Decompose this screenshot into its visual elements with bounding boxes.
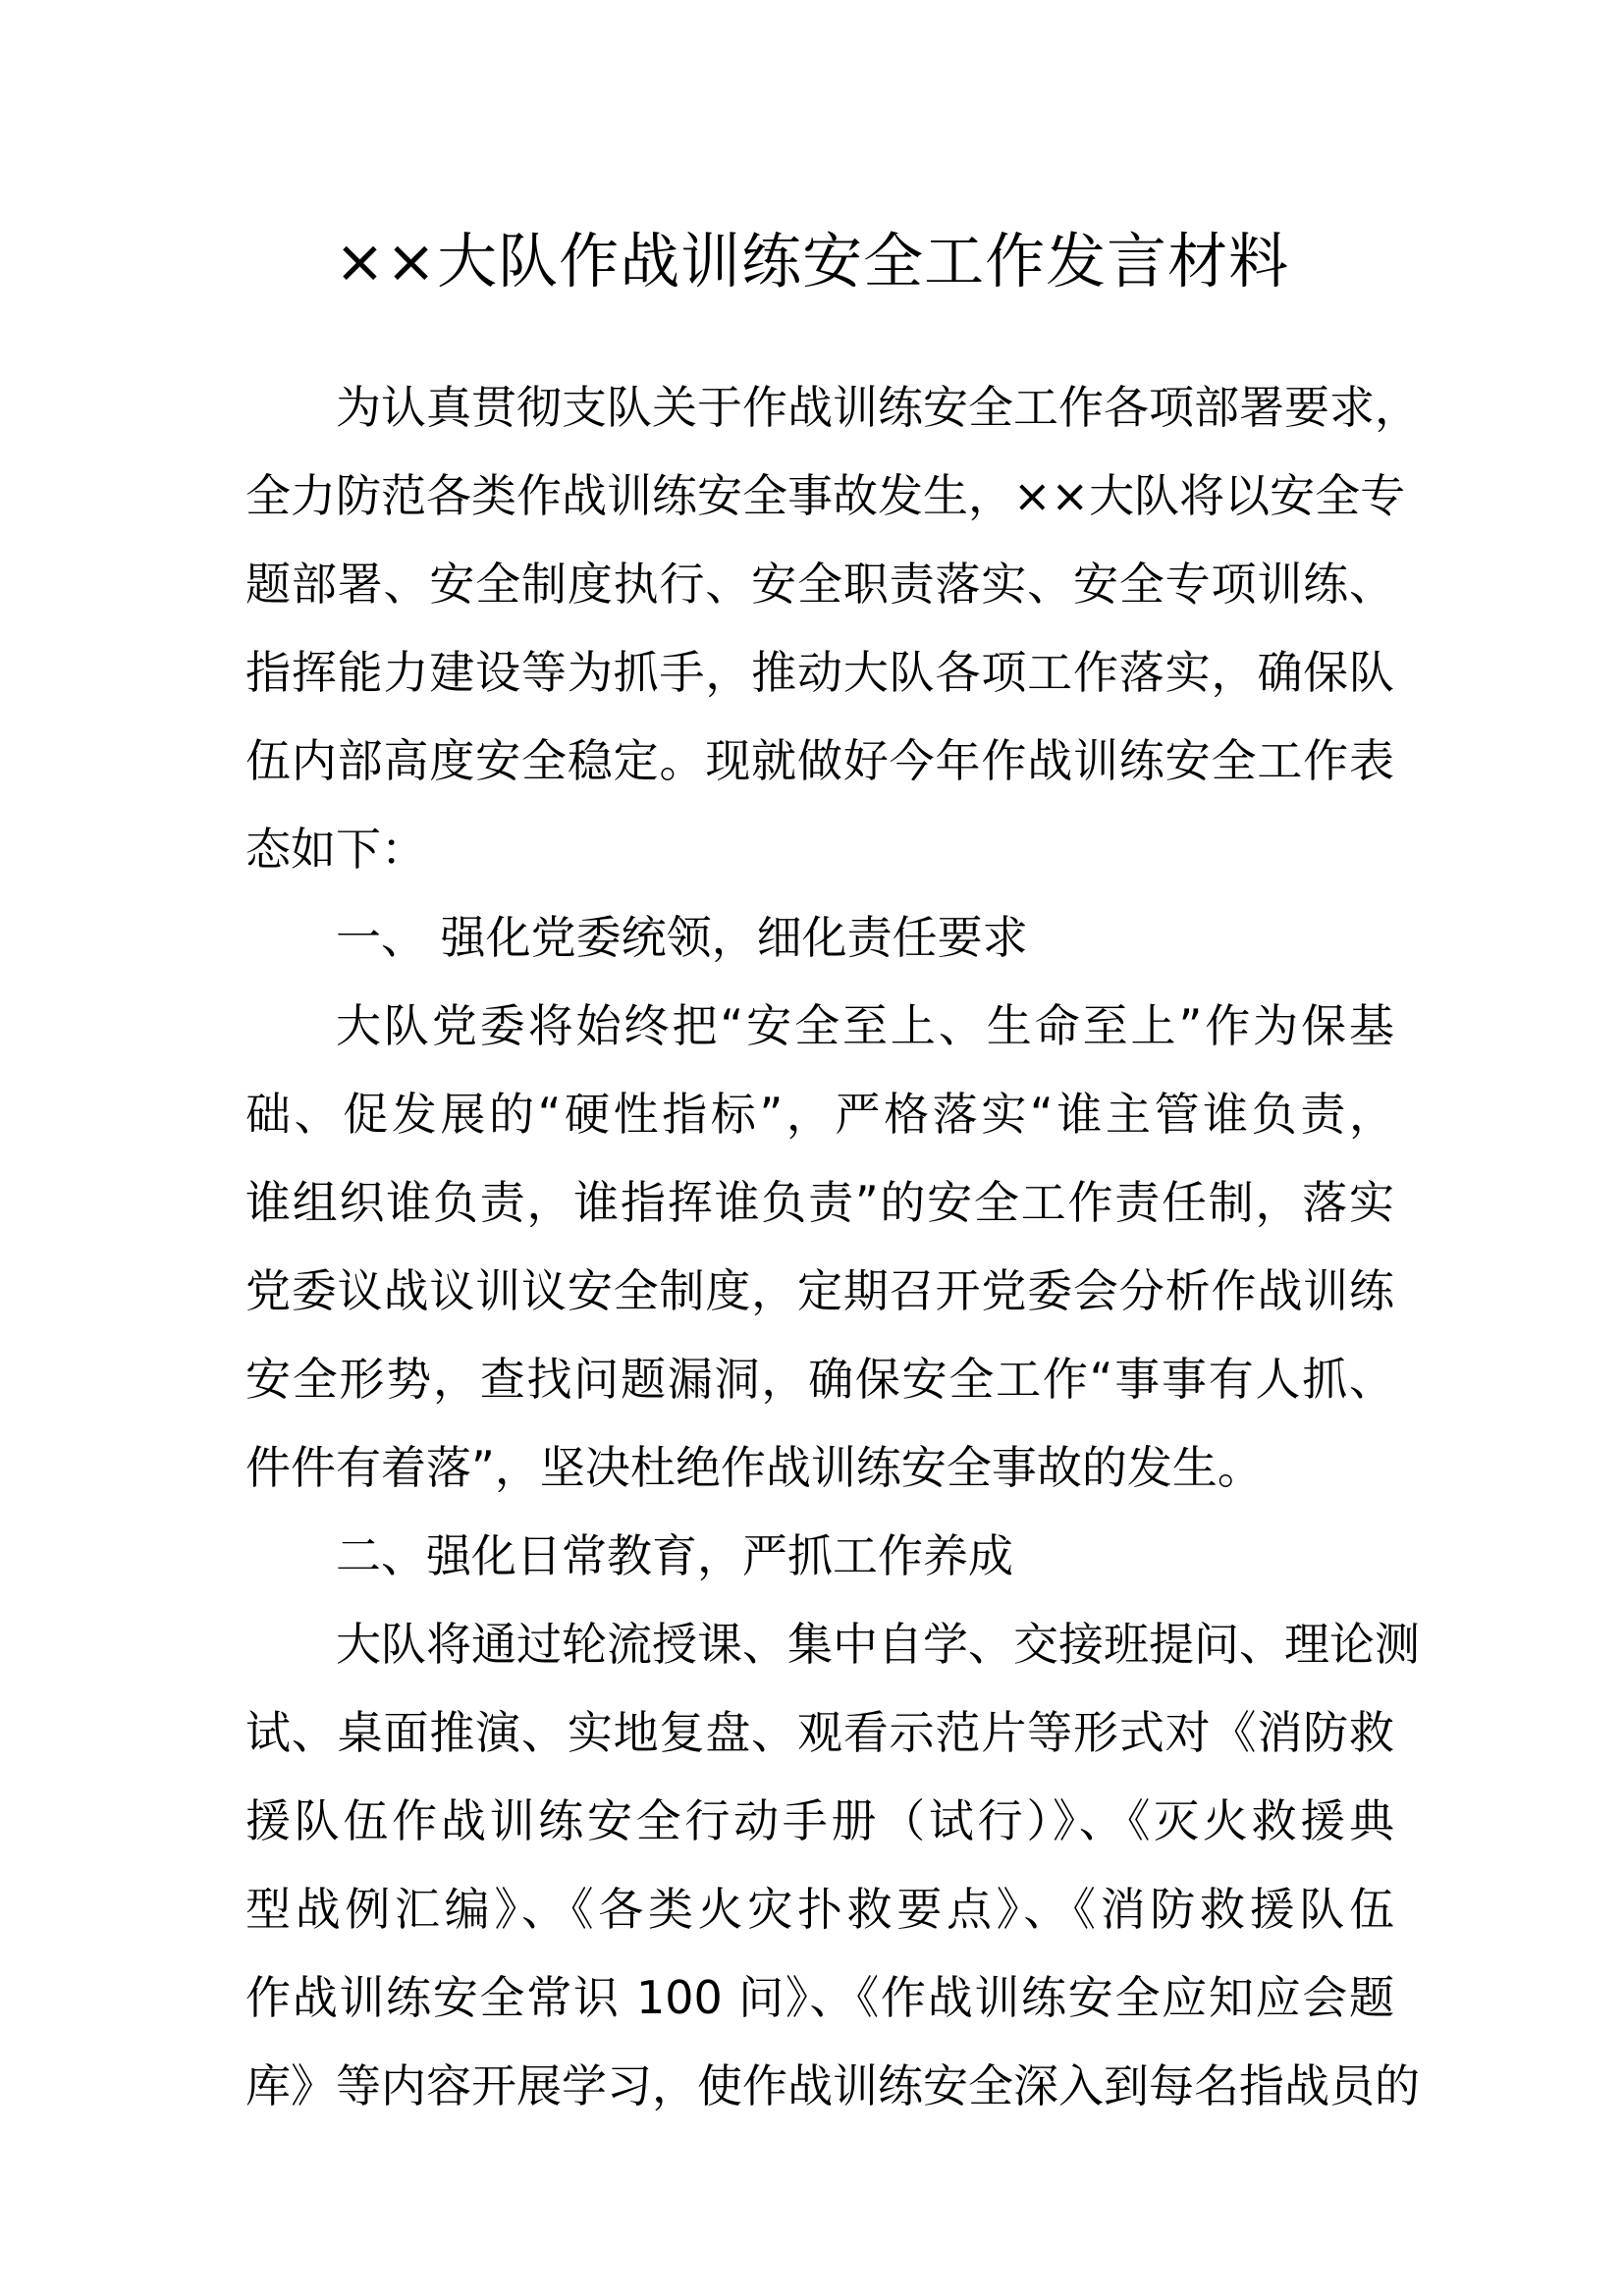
document-body [245,363,1420,2130]
paragraph-line: 础、促发展的“硬性指标”，严格落实“谁主管谁负责， [245,1088,1394,1141]
paragraph-line: 援队伍作战训练安全行动手册（试行）》、《灭火救援典 [245,1794,1394,1847]
paragraph-line: 指挥能力建设等为抓手，推动大队各项工作落实，确保队 [245,646,1394,699]
paragraph-line: 党委议战议训议安全制度，定期召开党委会分析作战训练 [245,1264,1394,1317]
paragraph-line: 库》等内容开展学习，使作战训练安全深入到每名指战员的 [245,2059,1420,2112]
paragraph-line: 态如下： [245,823,426,876]
paragraph-line: 型战例汇编》、《各类火灾扑救要点》、《消防救援队伍 [245,1883,1394,1936]
paragraph-line: 为认真贯彻支队关于作战训练安全工作各项部署要求， [336,381,1420,434]
paragraph-line: 题部署、安全制度执行、安全职责落实、安全专项训练、 [245,558,1394,611]
paragraph-line: 全力防范各类作战训练安全事故发生，××大队将以安全专 [245,469,1406,522]
paragraph-line: 件件有着落”，坚决杜绝作战训练安全事故的发生。 [245,1441,1263,1494]
paragraph-line: 大队将通过轮流授课、集中自学、交接班提问、理论测 [336,1618,1420,1671]
paragraph-line: 作战训练安全常识 100 问》、《作战训练安全应知应会题 [245,1971,1394,2024]
section-heading: 二、强化日常教育，严抓工作养成 [336,1529,1013,1582]
paragraph-line: 谁组织谁负责，谁指挥谁负责”的安全工作责任制，落实 [245,1176,1394,1229]
section-heading: 一、 强化党委统领，细化责任要求 [336,911,1028,964]
document-title: ××大队作战训练安全工作发言材料 [334,227,1290,296]
paragraph-line: 伍内部高度安全稳定。现就做好今年作战训练安全工作表 [245,734,1394,787]
paragraph-line: 大队党委将始终把“安全至上、生命至上”作为保基 [336,999,1394,1052]
paragraph-line: 安全形势，查找问题漏洞，确保安全工作“事事有人抓、 [245,1353,1394,1406]
paragraph-line: 试、桌面推演、实地复盘、观看示范片等形式对《消防救 [245,1706,1394,1759]
